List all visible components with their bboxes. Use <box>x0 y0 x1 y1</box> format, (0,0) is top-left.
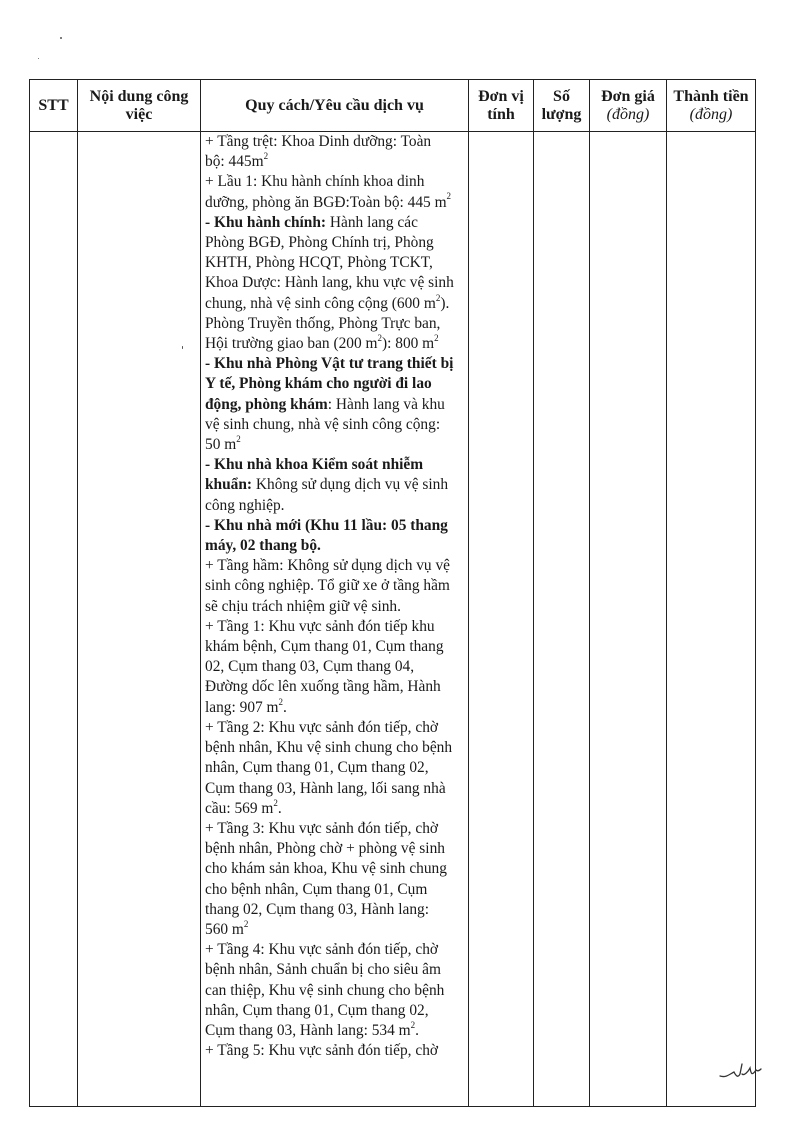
spec-line <box>205 900 464 920</box>
header-price <box>590 80 667 132</box>
header-qty-line1: Số <box>553 87 570 105</box>
text: nhân, Cụm thang 01, Cụm thang 02, <box>205 759 429 777</box>
text: + Tầng 2: Khu vực sảnh đón tiếp, chờ <box>205 718 439 736</box>
spec-line <box>205 294 464 314</box>
spec-line <box>205 496 464 516</box>
spec-line <box>205 314 464 334</box>
text: + Tầng hầm: Không sử dụng dịch vụ vệ <box>205 557 451 575</box>
cell-stt <box>30 132 78 1107</box>
text: ): 800 m <box>382 335 435 353</box>
section-heading: động, phòng khám <box>205 395 328 413</box>
text: Đường dốc lên xuống tầng hầm, Hành <box>205 678 441 696</box>
cell-content <box>78 132 201 1107</box>
spec-line <box>205 960 464 980</box>
spec-line <box>205 779 464 799</box>
text: ). <box>440 294 450 312</box>
text: chung, nhà vệ sinh công cộng (600 m <box>205 294 436 312</box>
text: 02, Cụm thang 03, Cụm thang 04, <box>205 658 415 676</box>
spec-line <box>205 132 464 152</box>
text: bộ: 445m <box>205 153 264 171</box>
spec-line <box>205 213 464 233</box>
header-unit-line1: Đơn vị <box>478 87 524 105</box>
spec-line <box>205 374 464 394</box>
spec-line <box>205 1021 464 1041</box>
header-total <box>667 80 756 132</box>
scan-speck <box>60 37 62 39</box>
text: . <box>283 698 287 716</box>
superscript: 2 <box>278 696 284 707</box>
text: . <box>277 799 282 817</box>
header-stt <box>30 80 78 132</box>
header-qty-line2: lượng <box>541 105 582 123</box>
spec-line <box>205 839 464 859</box>
superscript: 2 <box>410 1019 416 1030</box>
section-heading: - Khu nhà mới (Khu 11 lầu: 05 thang <box>205 516 448 534</box>
text: Phòng Truyền thống, Phòng Trực ban, <box>205 314 441 332</box>
spec-line <box>205 172 464 192</box>
section-heading: Y tế, Phòng khám cho người đi lao <box>205 375 432 393</box>
superscript: 2 <box>243 918 249 929</box>
spec-line <box>205 273 464 293</box>
header-content-line2: việc <box>125 105 153 123</box>
spec-line <box>205 152 464 172</box>
header-price-line1: Đơn giá <box>601 87 655 105</box>
header-unit-line2: tính <box>487 105 515 123</box>
text: sinh công nghiệp. Tổ giữ xe ở tầng hầm <box>205 577 450 595</box>
header-spec <box>201 80 469 132</box>
text: + Lầu 1: Khu hành chính khoa dinh <box>205 173 425 191</box>
spec-line <box>205 738 464 758</box>
spec-line <box>205 415 464 435</box>
cell-total <box>667 132 756 1107</box>
spec-line <box>205 637 464 657</box>
spec-line <box>205 718 464 738</box>
header-total-unit: (đồng) <box>689 105 733 123</box>
table-row <box>30 132 756 1107</box>
text: cho khám sản khoa, Khu vệ sinh chung <box>205 860 447 878</box>
signature-initials <box>718 1060 762 1084</box>
text: : Hành lang và khu <box>327 395 445 413</box>
text: Khoa Dược: Hành lang, khu vực vệ sinh <box>205 274 454 292</box>
spec-line <box>205 859 464 879</box>
spec-line <box>205 455 464 475</box>
spec-line <box>205 475 464 495</box>
spec-line <box>205 920 464 940</box>
text: Hội trường giao ban (200 m <box>205 335 378 353</box>
section-heading: - Khu nhà Phòng Vật tư trang thiết bị <box>205 355 454 373</box>
spec-line <box>205 516 464 536</box>
text: thang 02, Cụm thang 03, Hành lang: <box>205 900 429 918</box>
text: 50 m <box>205 436 237 454</box>
section-heading: khuẩn: <box>205 476 253 494</box>
spec-line <box>205 819 464 839</box>
spec-line <box>205 253 464 273</box>
service-spec-table <box>29 79 756 1107</box>
spec-line <box>205 981 464 1001</box>
spec-line <box>205 193 464 213</box>
text: Phòng BGĐ, Phòng Chính trị, Phòng <box>205 234 434 252</box>
header-unit <box>469 80 534 132</box>
superscript: 2 <box>263 151 269 162</box>
spec-line <box>205 880 464 900</box>
header-content <box>78 80 201 132</box>
scan-speck <box>38 58 39 59</box>
spec-line <box>205 536 464 556</box>
spec-line <box>205 395 464 415</box>
text: can thiệp, Khu vệ sinh chung cho bệnh <box>205 981 445 999</box>
spec-line <box>205 657 464 677</box>
text: KHTH, Phòng HCQT, Phòng TCKT, <box>205 254 433 272</box>
superscript: 2 <box>446 191 452 202</box>
header-price-unit: (đồng) <box>606 105 650 123</box>
text: Cụm thang 03, Hành lang: 534 m <box>205 1021 411 1039</box>
text: nhân, Cụm thang 01, Cụm thang 02, <box>205 1001 429 1019</box>
text: sẽ chịu trách nhiệm giữ vệ sinh. <box>205 597 401 615</box>
header-total-line1: Thành tiền <box>673 87 749 105</box>
text: dưỡng, phòng ăn BGĐ:Toàn bộ: 445 m <box>205 193 447 211</box>
text: công nghiệp. <box>205 496 285 514</box>
table-header-row <box>30 80 756 132</box>
text: bệnh nhân, Phòng chờ + phòng vệ sinh <box>205 840 445 858</box>
superscript: 2 <box>434 332 439 343</box>
spec-line <box>205 334 464 354</box>
spec-line <box>205 758 464 778</box>
text: vệ sinh chung, nhà vệ sinh công cộng: <box>205 415 441 433</box>
spec-line <box>205 1041 464 1061</box>
section-heading: máy, 02 thang bộ. <box>205 537 321 555</box>
spec-line <box>205 799 464 819</box>
cell-unit <box>469 132 534 1107</box>
header-qty <box>534 80 590 132</box>
text: bệnh nhân, Khu vệ sinh chung cho bệnh <box>205 739 453 757</box>
spec-line <box>205 677 464 697</box>
header-content-line1: Nội dung công <box>89 87 189 105</box>
cell-qty <box>534 132 590 1107</box>
spec-line <box>205 435 464 455</box>
spec-line <box>205 1001 464 1021</box>
header-stt-label: STT <box>38 96 69 114</box>
spec-line <box>205 597 464 617</box>
spec-line <box>205 698 464 718</box>
text: bệnh nhân, Sảnh chuẩn bị cho siêu âm <box>205 961 441 979</box>
spec-line <box>205 354 464 374</box>
text: lang: 907 m <box>205 698 279 716</box>
spec-line <box>205 617 464 637</box>
spec-line <box>205 576 464 596</box>
section-heading: - Khu hành chính: <box>205 213 327 231</box>
text: + Tầng 4: Khu vực sảnh đón tiếp, chờ <box>205 941 439 959</box>
text: cho bệnh nhân, Cụm thang 01, Cụm <box>205 880 428 898</box>
text: + Tầng 5: Khu vực sảnh đón tiếp, chờ <box>205 1042 439 1060</box>
text: + Tầng 1: Khu vực sảnh đón tiếp khu <box>205 617 435 635</box>
text: khám bệnh, Cụm thang 01, Cụm thang <box>205 638 444 656</box>
text: . <box>415 1021 419 1039</box>
text: Cụm thang 03, Hành lang, lối sang nhà <box>205 779 446 797</box>
spec-text <box>201 132 468 1061</box>
spec-line <box>205 556 464 576</box>
text: Không sử dụng dịch vụ vệ sinh <box>252 476 449 494</box>
header-spec-label: Quy cách/Yêu cầu dịch vụ <box>245 96 424 114</box>
superscript: 2 <box>377 332 382 343</box>
cell-spec <box>201 132 469 1107</box>
superscript: 2 <box>236 433 241 444</box>
text: + Tầng 3: Khu vực sảnh đón tiếp, chờ <box>205 819 439 837</box>
section-heading: - Khu nhà khoa Kiểm soát nhiễm <box>205 456 424 474</box>
text: cầu: 569 m <box>205 799 274 817</box>
superscript: 2 <box>273 797 278 808</box>
text: 560 m <box>205 920 244 938</box>
cell-price <box>590 132 667 1107</box>
superscript: 2 <box>435 292 441 303</box>
spec-line <box>205 940 464 960</box>
text: Hành lang các <box>326 213 418 231</box>
spec-line <box>205 233 464 253</box>
text: + Tầng trệt: Khoa Dinh dưỡng: Toàn <box>205 133 432 150</box>
